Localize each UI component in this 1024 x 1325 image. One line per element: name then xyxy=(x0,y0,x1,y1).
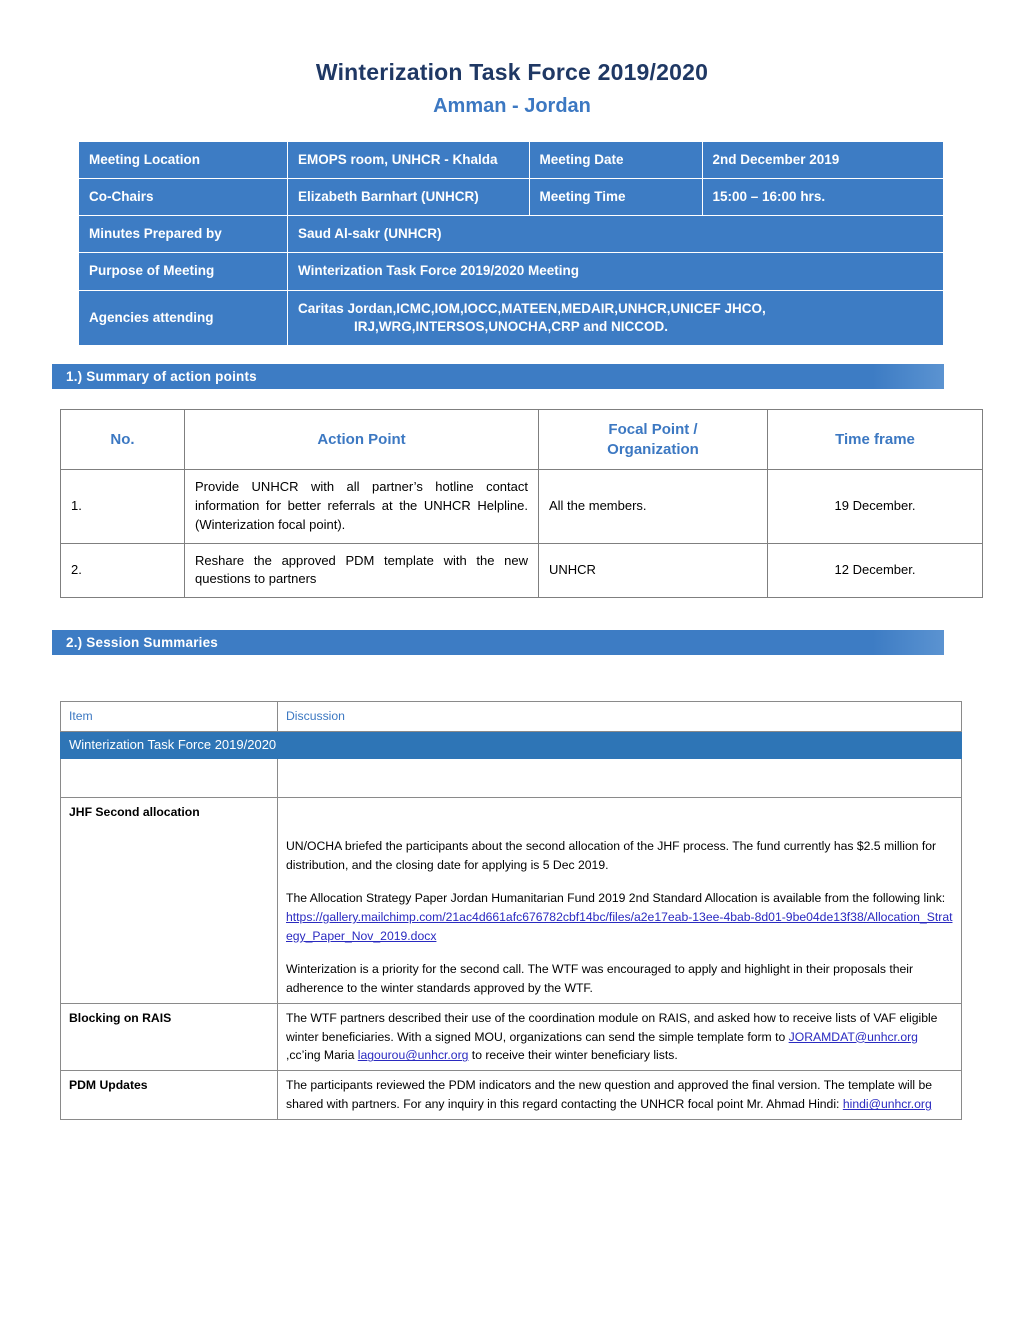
rais-text-b: ,cc’ing Maria xyxy=(286,1048,358,1063)
meeting-info-table xyxy=(78,141,944,346)
column-header-no: No. xyxy=(61,410,185,470)
action-row-1-focal-point: All the members. xyxy=(539,470,768,544)
table-row xyxy=(79,178,944,215)
email-hindi-link[interactable]: hindi@unhcr.org xyxy=(842,1097,932,1112)
table-row xyxy=(79,290,944,345)
table-row xyxy=(79,216,944,253)
page-subtitle: Amman - Jordan xyxy=(433,94,591,117)
table-row xyxy=(79,253,944,290)
action-row-1-time-frame: 19 December. xyxy=(768,470,983,544)
minutes-prepared-label: Minutes Prepared by xyxy=(79,216,288,253)
pdm-text-a: The participants reviewed the PDM indicators and the new question and approved the final version. The template will be shared with partners. For any inquiry in this regard contacting the UNHCR focal point Mr. Ahmad Hindi: xyxy=(286,1078,933,1112)
meeting-date-label: Meeting Date xyxy=(529,141,702,178)
co-chairs-label: Co-Chairs xyxy=(79,178,288,215)
minutes-prepared-value: Saud Al-sakr (UNHCR) xyxy=(288,216,944,253)
item-blocking-on-rais: Blocking on RAIS xyxy=(61,1003,278,1071)
table-header-row xyxy=(61,702,962,732)
table-row-blank xyxy=(61,759,962,798)
jhf-paragraph-2-text: The Allocation Strategy Paper Jordan Humanitarian Fund 2019 2nd Standard Allocation is available from the following link: xyxy=(286,891,946,906)
column-header-action-point: Action Point xyxy=(185,410,539,470)
agencies-value xyxy=(288,290,944,345)
action-row-2-no: 2. xyxy=(61,543,185,598)
discussion-blocking-on-rais xyxy=(278,1003,962,1071)
page-title: Winterization Task Force 2019/2020 xyxy=(315,59,709,85)
pdm-paragraph xyxy=(286,1076,953,1114)
section-banner-session-summaries: 2.) Session Summaries xyxy=(52,630,944,655)
action-row-1-action-point: Provide UNHCR with all partner’s hotline contact information for better referrals at the UNHCR Helpline. (Winterization focal point). xyxy=(185,470,539,544)
column-header-focal-point xyxy=(539,410,768,470)
blank-discussion-cell xyxy=(278,759,962,798)
item-jhf-second-allocation: JHF Second allocation xyxy=(61,798,278,1003)
jhf-paragraph-3: Winterization is a priority for the second call. The WTF was encouraged to apply and highlight in their proposals their adherence to the winter standards approved by the WTF. xyxy=(286,961,914,995)
discussion-pdm-updates xyxy=(278,1071,962,1120)
table-row xyxy=(79,141,944,178)
email-lagourou-link[interactable]: lagourou@unhcr.org xyxy=(357,1048,469,1063)
session-summaries-table xyxy=(60,701,962,1120)
agencies-label: Agencies attending xyxy=(79,290,288,345)
purpose-label: Purpose of Meeting xyxy=(79,253,288,290)
agencies-line-1: Caritas Jordan,ICMC,IOM,IOCC,MATEEN,MEDAIR,UNHCR,UNICEF JHCO, xyxy=(298,300,766,316)
email-joramdat-link[interactable]: JORAMDAT@unhcr.org xyxy=(788,1029,918,1044)
action-points-table xyxy=(60,409,983,598)
purpose-value: Winterization Task Force 2019/2020 Meeting xyxy=(288,253,944,290)
allocation-strategy-link[interactable]: https://gallery.mailchimp.com/21ac4d661afc676782cbf14bc/files/a2e17eab-13ee-4bab-8d01-9be04de13f38/Allocation_Strategy_Paper_Nov_2019.docx xyxy=(286,910,953,943)
jhf-paragraph-1: UN/OCHA briefed the participants about the second allocation of the JHF process. The fund currently has $2.5 million for distribution, and the closing date for applying is 5 Dec 2019. xyxy=(286,839,937,873)
table-row xyxy=(61,543,983,598)
meeting-location-label: Meeting Location xyxy=(79,141,288,178)
meeting-location-value: EMOPS room, UNHCR - Khalda xyxy=(288,141,530,178)
meeting-time-label: Meeting Time xyxy=(529,178,702,215)
meeting-date-value: 2nd December 2019 xyxy=(702,141,944,178)
column-header-time-frame: Time frame xyxy=(768,410,983,470)
table-row xyxy=(61,798,962,1003)
column-header-item: Item xyxy=(61,702,278,732)
item-pdm-updates: PDM Updates xyxy=(61,1071,278,1120)
meeting-time-value: 15:00 – 16:00 hrs. xyxy=(702,178,944,215)
meeting-info-section xyxy=(78,141,946,346)
action-row-2-time-frame: 12 December. xyxy=(768,543,983,598)
table-header-row xyxy=(61,410,983,470)
discussion-jhf-second-allocation xyxy=(278,798,962,1003)
action-points-section xyxy=(60,409,946,598)
rais-text-c: to receive their winter beneficiary lists. xyxy=(468,1048,678,1063)
table-row xyxy=(61,1003,962,1071)
rais-text-a: The WTF partners described their use of the coordination module on RAIS, and asked how to receive lists of VAF eligible winter beneficiaries. With a signed MOU, organizations can send the simple template form to xyxy=(286,1010,938,1044)
blank-item-cell xyxy=(61,759,278,798)
action-row-1-no: 1. xyxy=(61,470,185,544)
session-title-text: Winterization Task Force 2019/2020 xyxy=(61,732,962,759)
table-row xyxy=(61,470,983,544)
session-title-row xyxy=(61,732,962,759)
jhf-paragraph-2 xyxy=(286,889,953,946)
section-banner-action-points: 1.) Summary of action points xyxy=(52,364,944,389)
rais-paragraph xyxy=(286,1009,953,1066)
session-summaries-section xyxy=(60,701,953,1120)
action-row-2-action-point: Reshare the approved PDM template with the new questions to partners xyxy=(185,543,539,598)
table-row xyxy=(61,1071,962,1120)
action-row-2-focal-point: UNHCR xyxy=(539,543,768,598)
focal-point-line-1: Focal Point / xyxy=(608,421,698,439)
agencies-line-2: IRJ,WRG,INTERSOS,UNOCHA,CRP and NICCOD. xyxy=(354,318,669,334)
co-chairs-value: Elizabeth Barnhart (UNHCR) xyxy=(288,178,530,215)
column-header-discussion: Discussion xyxy=(278,702,962,732)
focal-point-line-2: Organization xyxy=(607,440,699,458)
